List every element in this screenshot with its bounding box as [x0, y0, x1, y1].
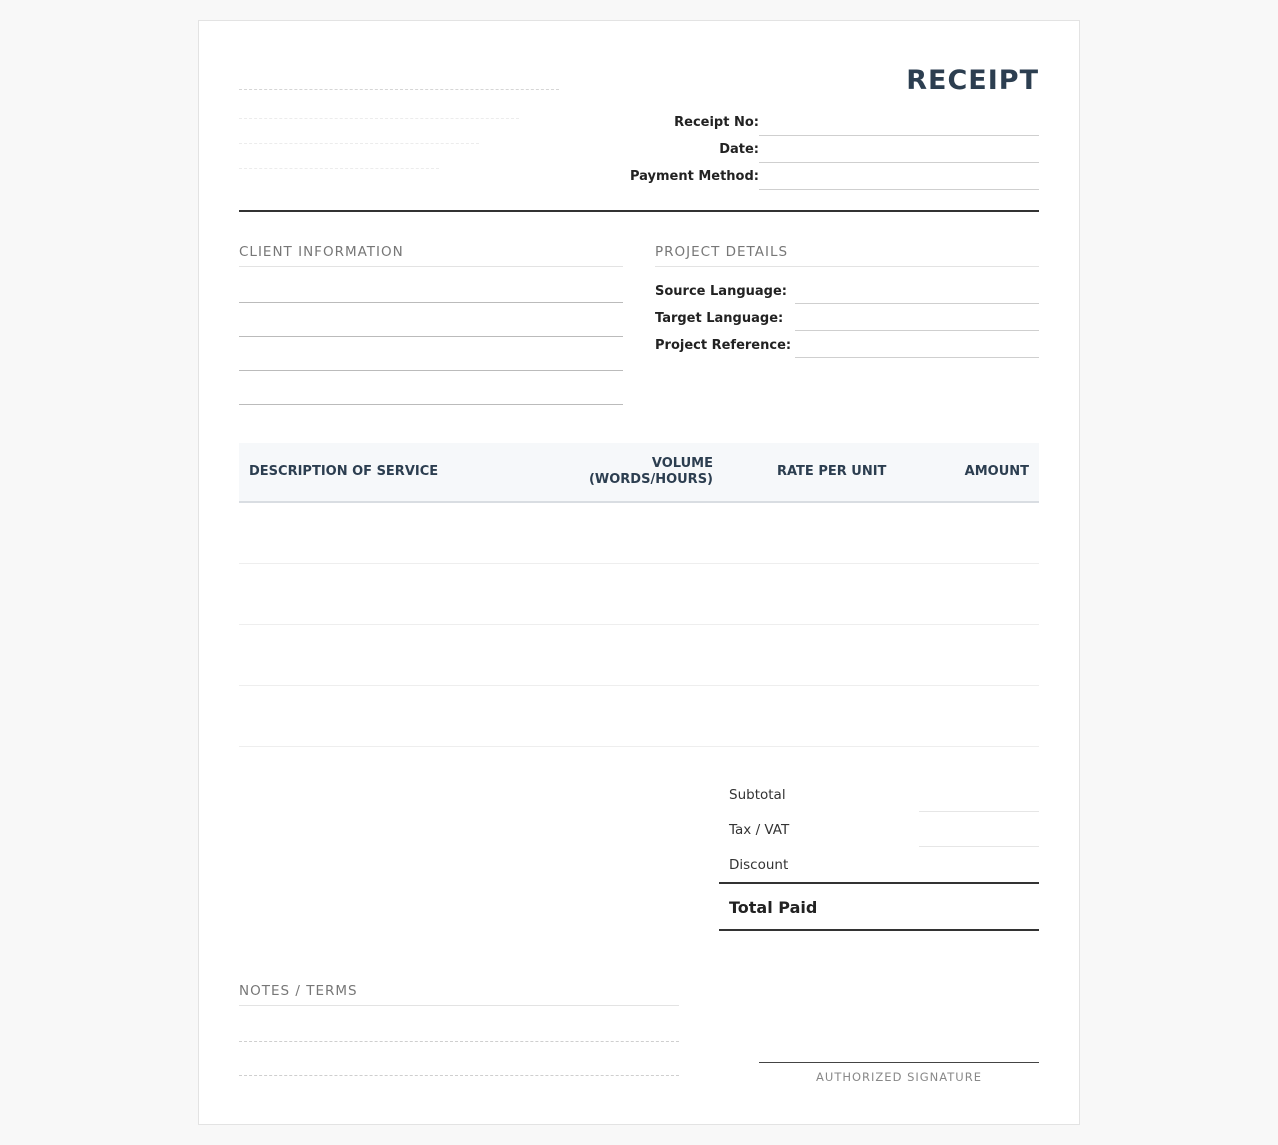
col-description: DESCRIPTION OF SERVICE: [249, 464, 439, 479]
tax-label: Tax / VAT: [729, 822, 790, 838]
subtotal-field[interactable]: [919, 811, 1039, 812]
source-language-field[interactable]: [795, 303, 1039, 304]
receipt-no-label: Receipt No:: [674, 115, 759, 130]
signature-line[interactable]: [759, 1062, 1039, 1063]
col-rate: RATE PER UNIT: [777, 464, 887, 479]
subtotal-label: Subtotal: [729, 787, 786, 803]
payment-method-field[interactable]: [759, 189, 1039, 190]
project-details-heading: PROJECT DETAILS: [655, 244, 789, 260]
col-amount: AMOUNT: [964, 464, 1029, 479]
company-name-line: [239, 89, 559, 90]
col-volume-line1: VOLUME: [651, 456, 713, 471]
table-row[interactable]: [239, 746, 1039, 747]
table-row[interactable]: [239, 624, 1039, 625]
project-reference-label: Project Reference:: [655, 338, 792, 353]
client-info-line[interactable]: [239, 404, 623, 405]
tax-field[interactable]: [919, 846, 1039, 847]
date-label: Date:: [719, 142, 759, 157]
project-reference-field[interactable]: [795, 357, 1039, 358]
source-language-label: Source Language:: [655, 284, 787, 299]
notes-heading: NOTES / TERMS: [239, 983, 358, 999]
company-address-line: [239, 118, 519, 119]
company-contact-line: [239, 168, 439, 169]
col-volume-line2: (WORDS/HOURS): [588, 472, 713, 487]
header-divider: [239, 210, 1039, 212]
project-details-rule: [655, 266, 1039, 267]
receipt-no-field[interactable]: [759, 135, 1039, 136]
total-paid-label: Total Paid: [729, 898, 818, 917]
receipt-title: RECEIPT: [906, 65, 1039, 96]
client-info-rule: [239, 266, 623, 267]
services-table-header: [239, 443, 1039, 503]
col-volume: [589, 456, 713, 488]
table-row[interactable]: [239, 563, 1039, 564]
target-language-field[interactable]: [795, 330, 1039, 331]
total-bottom-rule: [719, 929, 1039, 931]
target-language-label: Target Language:: [655, 311, 784, 326]
payment-method-label: Payment Method:: [629, 169, 759, 184]
receipt-sheet: [198, 20, 1080, 1125]
table-row[interactable]: [239, 685, 1039, 686]
notes-line[interactable]: [239, 1075, 679, 1076]
client-info-heading: CLIENT INFORMATION: [239, 244, 404, 260]
client-info-line[interactable]: [239, 302, 623, 303]
client-info-line[interactable]: [239, 336, 623, 337]
company-address-line: [239, 143, 479, 144]
date-field[interactable]: [759, 162, 1039, 163]
total-top-rule: [719, 882, 1039, 884]
notes-line[interactable]: [239, 1041, 679, 1042]
discount-label: Discount: [729, 857, 789, 873]
notes-rule: [239, 1005, 679, 1006]
client-info-line[interactable]: [239, 370, 623, 371]
signature-label: AUTHORIZED SIGNATURE: [816, 1070, 982, 1084]
